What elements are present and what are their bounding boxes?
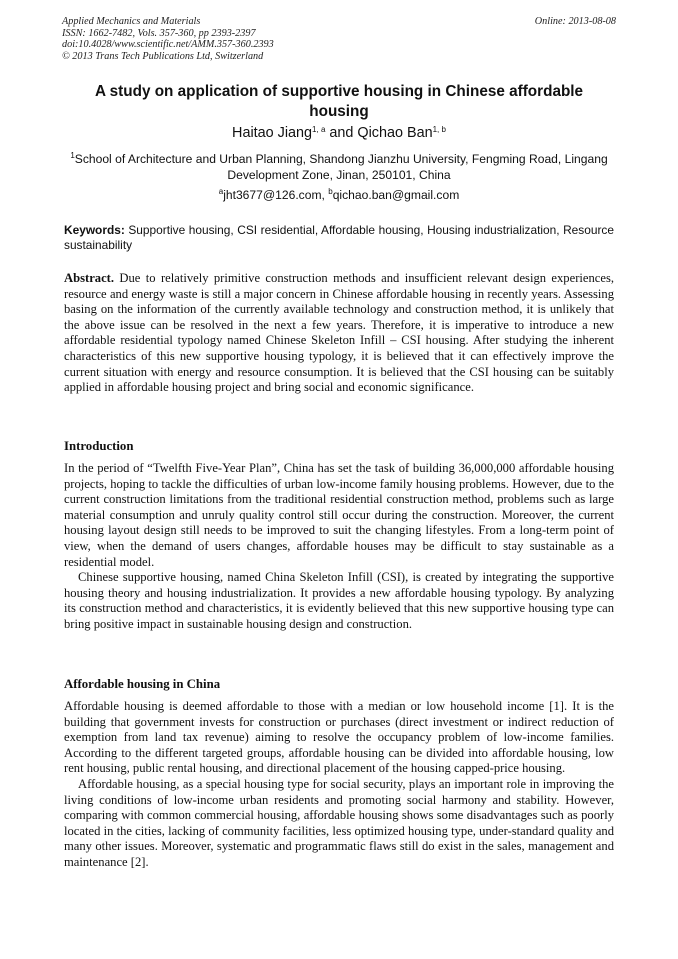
keywords-block <box>64 223 614 254</box>
affiliation <box>64 151 614 183</box>
keywords-label: Keywords: <box>64 223 125 237</box>
keywords-text: Supportive housing, CSI residential, Affordable housing, Housing industrialization, Resource sustainability <box>64 223 614 253</box>
affiliation-text: School of Architecture and Urban Planning, Shandong Jianzhu University, Fengming Road, Lingang Development Zone, Jinan, 250101, China <box>74 152 608 182</box>
doi-line[interactable]: doi:10.4028/www.scientific.net/AMM.357-360.2393 <box>62 39 274 51</box>
paragraph: Affordable housing is deemed affordable to those with a median or low household income [1]. It is the building that government invests for construction or purchases (direct investment or indirect reduction of exemption from land tax revenue) aiming to resolve the occupancy problem of low-income families. According to the different targeted groups, affordable housing can be divided into affordable housing, low rent housing, public rental housing, and directional placement of the housing capped-price housing. <box>64 699 614 776</box>
online-date: Online: 2013-08-08 <box>534 16 616 27</box>
abstract-block <box>64 271 614 396</box>
author-conjunction: and <box>325 125 358 141</box>
affordable-housing-body <box>64 699 614 871</box>
email-superscript: a <box>218 187 224 196</box>
issn-line: ISSN: 1662-7482, Vols. 357-360, pp 2393-2397 <box>62 27 256 39</box>
abstract-label: Abstract. <box>64 271 115 285</box>
paper-title: A study on application of supportive housing in Chinese affordable housing <box>94 83 584 120</box>
paragraph: In the period of “Twelfth Five-Year Plan”, China has set the task of building 36,000,000 affordable housing projects, hoping to tackle the difficulties of urban low-income family housing problems. However, due to the current construction limitations from the traditional residential construction method, problems such as large material consumption and unruly quality control still occur during the construction. Moreover, the current housing layout design still needs to be improved to suit the changing lifestyles. From a long-term point of view, when the demand of users changes, affordable houses may be difficult to stay sustainable as a residential model. <box>64 461 614 569</box>
email-superscript: b <box>328 187 333 196</box>
publication-header <box>62 16 616 62</box>
copyright-line: © 2013 Trans Tech Publications Ltd, Switzerland <box>62 50 264 62</box>
email-link[interactable]: qichao.ban@gmail.com <box>332 188 460 202</box>
author-list <box>64 124 614 143</box>
author-superscript: 1, b <box>432 125 446 134</box>
section-heading-introduction: Introduction <box>64 439 134 453</box>
paragraph: Chinese supportive housing, named China Skeleton Infill (CSI), is created by integrating the supportive housing theory and housing industrialization. It provides a new affordable housing typology. By analyzing its construction method and characteristics, it is evidently believed that this new supportive housing type can bring positive impact in sustainable housing design and construction. <box>64 570 614 631</box>
author-emails <box>64 187 614 203</box>
author-superscript: 1, a <box>312 125 326 134</box>
author-name: Haitao Jiang <box>232 125 313 141</box>
author-name: Qichao Ban <box>357 125 433 141</box>
section-heading-affordable-housing: Affordable housing in China <box>64 677 221 691</box>
abstract-text: Due to relatively primitive construction methods and insufficient relevant design experiences, resource and energy waste is still a major concern in Chinese affordable housing in recently years. Assessing basing on the information of the currently available technology and construction method, it is unlikely that the above issue can be resolved in the next a few years. Therefore, it is imperative to introduce a new affordable residential typology named Chinese Skeleton Infill – CSI housing. After studying the inherent characteristics of this new supportive housing typology, it is believed that it can effectively improve the current situation with energy and resource consumption. It is believed that the CSI housing can be suitably applied in affordable housing project and bring social and economic significance. <box>64 271 614 395</box>
paragraph: Affordable housing, as a special housing type for social security, plays an important role in improving the living conditions of low-income urban residents and promoting social harmony and stability. However, comparing with common commercial housing, affordable housing shows some disadvantages such as poorly located in the cities, lacking of community facilities, less optimized housing type, under-standard quality and many other issues. Moreover, systematic and programmatic flaws still do exist in the sales, management and maintenance [2]. <box>64 776 614 869</box>
journal-name: Applied Mechanics and Materials <box>62 16 201 27</box>
affiliation-superscript: 1 <box>70 151 75 160</box>
email-link[interactable]: jht3677@126.com, <box>223 188 329 202</box>
introduction-body <box>64 461 614 633</box>
